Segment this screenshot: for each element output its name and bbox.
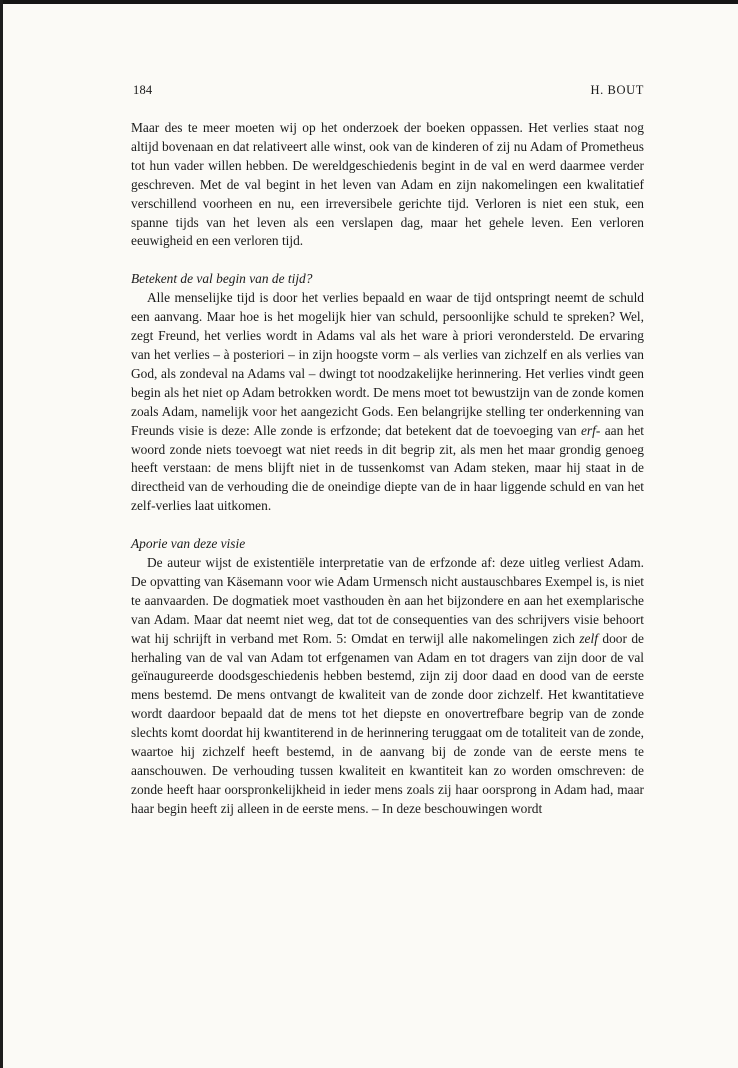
body-text [131,119,644,819]
paragraph-2-part-a: Alle menselijke tijd is door het verlies bepaald en waar de tijd ontspringt neemt de schuld een aanvang. Maar hoe is het mogelijk hier van schuld, persoonlijke schuld te spreken? Wel, zegt Freund, het verlies wordt in Adams val als het ware à priori verondersteld. De ervaring van het verlies – à posteriori – in zijn hoogste vorm – als verlies van zichzelf en als verlies van God, als zondeval na Adams val – dwingt tot noodzakelijke herinnering. Het verlies vindt geen begin als het niet op Adam betrokken wordt. De mens moet tot bewustzijn van de zonde komen zoals Adam, namelijk voor het aangezicht Gods. Een belangrijke stelling ter onderkenning van Freunds visie is deze: Alle zonde is erfzonde; dat betekent dat de toevoeging van [131,290,644,438]
section-gap [131,251,644,270]
paragraph-3-part-b: door de herhaling van de val van Adam tot erfgenamen van Adam en tot dragers van zijn door de val geïnaugureerde doodsgeschiedenis hebben bestemd, zijn zij door daad en dood van de eerste mens bestemd. De mens ontvangt de kwaliteit van de zonde door zichzelf. Het kwantitatieve wordt daardoor bepaald dat de mens tot het diepste en onovertrefbare begrip van de zonde slechts komt doordat hij kwantiterend in de herinnering teruggaat om de totaliteit van de zonde, waartoe hij zichzelf heeft bestemd, in de aanvang bij de zonde van de eerste mens te aanschouwen. De verhouding tussen kwaliteit en kwantiteit kan zo worden omschreven: de zonde heeft haar oorspronkelijkheid in ieder mens zoals zij haar oorsprong in Adam had, maar haar begin heeft zij alleen in de eerste mens. – In deze beschouwingen wordt [131,630,644,816]
paragraph-1: Maar des te meer moeten wij op het onderzoek der boeken oppassen. Het verlies staat nog altijd bovenaan en dat relativeert alle winst, ook van de kinderen of zij nu Adam of Prometheus tot hun vader willen hebben. De wereldgeschiedenis begint in de val en werd daarmee verder geschreven. Met de val begint in het leven van Adam en zijn nakomelingen een kwalitatief verschillend voorheen en nu, een irreversibele gerichte tijd. Verloren is niet een stuk, een spanne tijds van het leven als een verslapen dag, maar het gehele leven. Een verloren eeuwigheid en een verloren tijd. [131,120,644,249]
scan-edge-top [0,0,738,4]
paragraph-2-emphasis: erf- [580,422,601,438]
section-gap [131,516,644,535]
section-heading-1: Betekent de val begin van de tijd? [131,271,313,287]
paragraph-3 [131,554,644,819]
paragraph-2 [131,289,644,516]
page-number: 184 [133,83,153,97]
scan-edge-left [0,0,3,1068]
section-heading-2: Aporie van deze visie [131,536,246,552]
paragraph-2-part-b: aan het woord zonde niets toevoegt wat niet reeds in dit begrip zit, als men het maar grondig genoeg heeft verstaan: de mens blijft niet in de tussenkomst van Adam steken, maar hij staat in de directheid van de verhouding die de oneindige diepte van de in haar liggende schuld en van het zelf-verlies laat uitkomen. [131,422,644,514]
running-head: H. BOUT [590,83,644,97]
paragraph-3-part-a: De auteur wijst de existentiële interpretatie van de erfzonde af: deze uitleg verliest Adam. De opvatting van Käsemann voor wie Adam Urmensch nicht austauschbares Exempel is, is niet te aanvaarden. De dogmatiek moet vasthouden èn aan het bijzondere en aan het exemplarische van Adam. Maar dat neemt niet weg, dat tot de consequenties van des schrijvers visie behoort wat hij schrijft in verband met Rom. 5: Omdat en terwijl alle nakomelingen zich [131,555,644,646]
paragraph-3-emphasis: zelf [579,630,598,646]
page-header [133,83,644,101]
